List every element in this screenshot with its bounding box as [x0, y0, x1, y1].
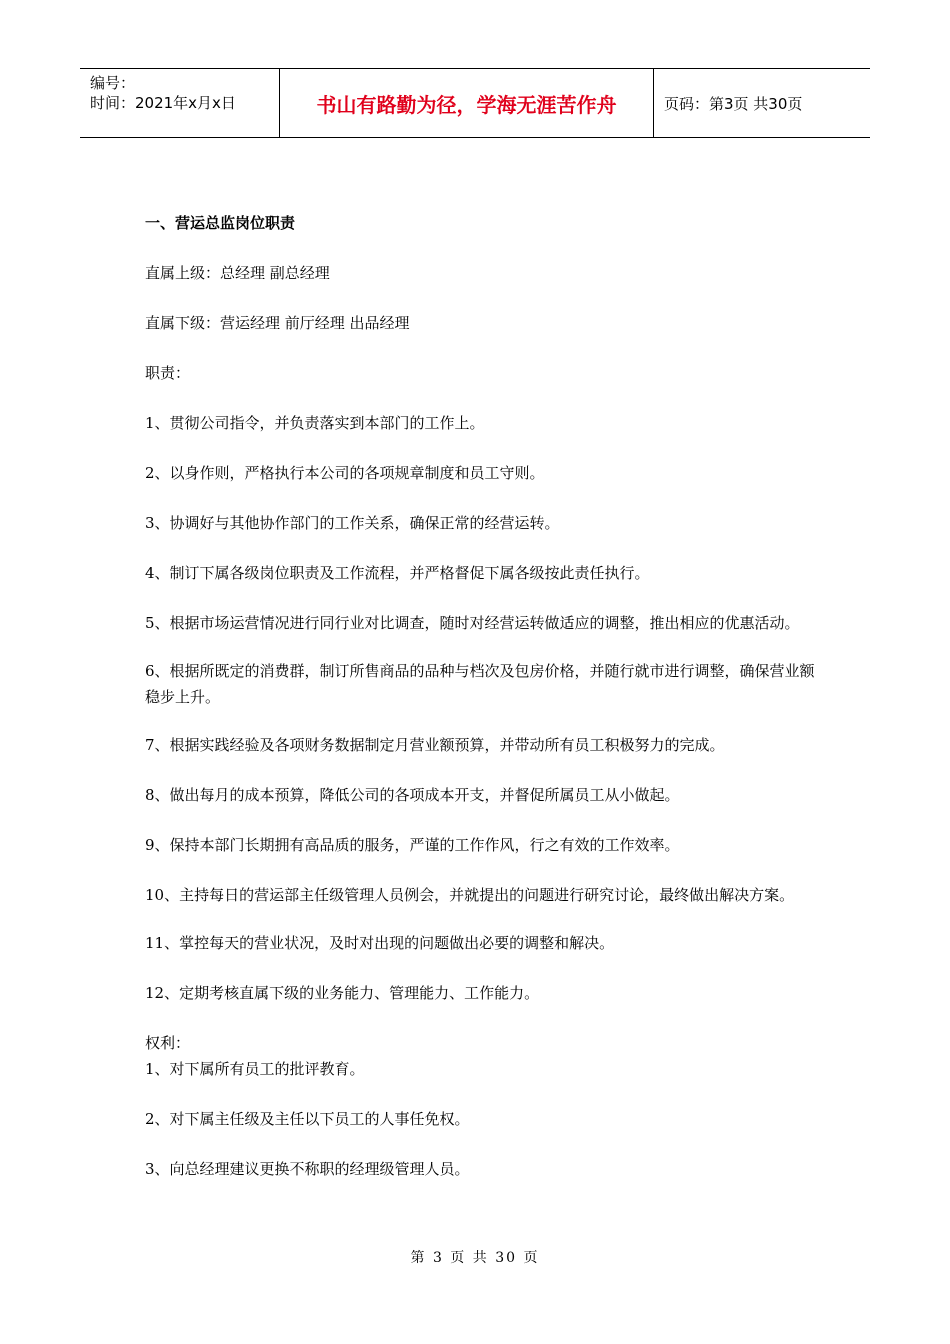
- duty-item: 7、根据实践经验及各项财务数据制定月营业额预算，并带动所有员工积极努力的完成。: [145, 736, 725, 754]
- duties-heading: 职责：: [145, 364, 191, 382]
- duty-item: 1、贯彻公司指令，并负责落实到本部门的工作上。: [145, 414, 485, 432]
- duty-item: 10、主持每日的营运部主任级管理人员例会，并就提出的问题进行研究讨论，最终做出解决方案。: [145, 886, 795, 904]
- duty-item: 6、根据所既定的消费群，制订所售商品的品种与档次及包房价格，并随行就市进行调整，确保营业额稳步上升。: [145, 662, 815, 706]
- right-item: 3、向总经理建议更换不称职的经理级管理人员。: [145, 1160, 470, 1178]
- duty-item: 2、以身作则，严格执行本公司的各项规章制度和员工守则。: [145, 464, 545, 482]
- page-header: [80, 68, 870, 138]
- section-title: 一、营运总监岗位职责: [145, 214, 296, 232]
- document-body: [145, 200, 815, 1182]
- duty-item: 9、保持本部门长期拥有高品质的服务，严谨的工作作风，行之有效的工作效率。: [145, 836, 680, 854]
- document-time: 时间：2021年x月x日: [90, 94, 236, 112]
- header-motto: 书山有路勤为径，学海无涯苦作舟: [280, 69, 654, 137]
- header-meta: [80, 69, 280, 137]
- direct-subordinate: 直属下级：营运经理 前厅经理 出品经理: [145, 314, 410, 332]
- right-item: 2、对下属主任级及主任以下员工的人事任免权。: [145, 1110, 470, 1128]
- rights-heading: 权利：: [145, 1034, 191, 1052]
- duty-item: 4、制订下属各级岗位职责及工作流程，并严格督促下属各级按此责任执行。: [145, 564, 650, 582]
- duty-item: 3、协调好与其他协作部门的工作关系，确保正常的经营运转。: [145, 514, 560, 532]
- page-footer: 第 3 页 共 30 页: [410, 1250, 540, 1266]
- duty-item: 12、定期考核直属下级的业务能力、管理能力、工作能力。: [145, 984, 540, 1002]
- direct-superior: 直属上级：总经理 副总经理: [145, 264, 330, 282]
- right-item: 1、对下属所有员工的批评教育。: [145, 1060, 365, 1078]
- duty-item: 5、根据市场运营情况进行同行业对比调查，随时对经营运转做适应的调整，推出相应的优惠活动。: [145, 614, 800, 632]
- duty-item: 8、做出每月的成本预算，降低公司的各项成本开支，并督促所属员工从小做起。: [145, 786, 680, 804]
- duty-item: 11、掌控每天的营业状况，及时对出现的问题做出必要的调整和解决。: [145, 934, 615, 952]
- document-number: 编号：: [90, 74, 136, 92]
- header-page-number: 页码：第3页 共30页: [664, 94, 803, 113]
